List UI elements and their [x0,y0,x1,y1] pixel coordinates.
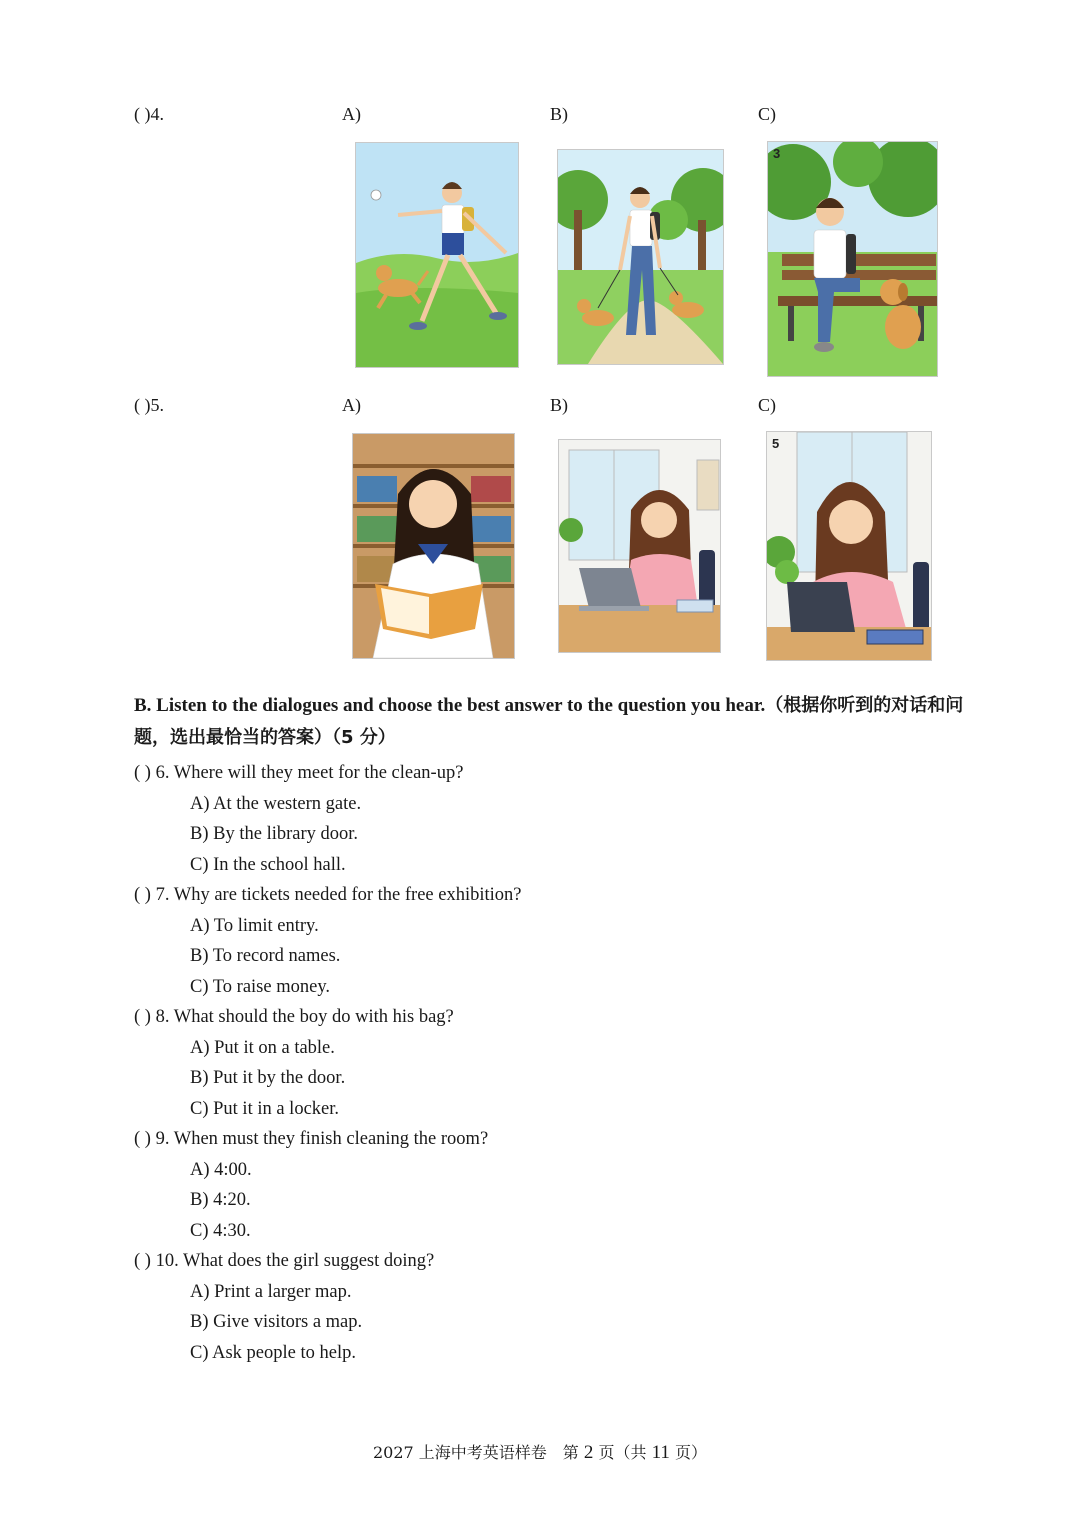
q5-image-c-badge: 5 [772,436,780,451]
q4-option-a-label[interactable]: A) [342,104,361,124]
q4-option-c-label[interactable]: C) [758,104,776,124]
question-8-option-b[interactable]: B) Put it by the door. [190,1068,346,1088]
question-6-stem: ( ) 6. Where will they meet for the clean-up? [134,763,464,783]
q5-image-a-girl-reading[interactable] [352,433,515,659]
question-7-option-c[interactable]: C) To raise money. [190,977,330,997]
question-6-option-b[interactable]: B) By the library door. [190,824,359,844]
footer-suffix: 页） [669,1443,707,1462]
q5-option-a-label[interactable]: A) [342,395,361,415]
q5-image-b-girl-laptop[interactable] [558,439,721,653]
q4-image-b-boy-walking-dogs[interactable] [557,149,724,365]
footer-total-pages: 11 [651,1442,670,1463]
q4-image-c-boy-on-bench[interactable] [767,141,938,377]
question-7-stem: ( ) 7. Why are tickets needed for the free exhibition? [134,885,522,905]
question-9-option-a[interactable]: A) 4:00. [190,1160,252,1180]
q5-option-c-label[interactable]: C) [758,395,776,415]
question-9-option-c[interactable]: C) 4:30. [190,1221,251,1241]
section-b-title-cn: （根据你听到的对话和问题，选出最恰当的答案）（5 分） [134,695,964,748]
question-10-option-a[interactable]: A) Print a larger map. [190,1282,352,1302]
question-6-option-a[interactable]: A) At the western gate. [190,794,362,814]
question-7-option-a[interactable]: A) To limit entry. [190,916,319,936]
q5-option-b-label[interactable]: B) [550,395,568,415]
question-8-option-a[interactable]: A) Put it on a table. [190,1038,335,1058]
footer-page-number: 2 [583,1442,594,1463]
question-9-option-b[interactable]: B) 4:20. [190,1190,251,1210]
question-9-stem: ( ) 9. When must they finish cleaning the room? [134,1129,489,1149]
question-4-number: ( )4. [134,104,164,124]
footer-middle: 页（共 [593,1443,652,1462]
q4-image-c-badge: 3 [773,146,781,161]
page-footer [0,1440,1080,1464]
question-6-option-c[interactable]: C) In the school hall. [190,855,346,875]
question-5-number: ( )5. [134,395,164,415]
question-7-option-b[interactable]: B) To record names. [190,946,341,966]
question-10-option-c[interactable]: C) Ask people to help. [190,1343,356,1363]
question-10-stem: ( ) 10. What does the girl suggest doing? [134,1251,435,1271]
question-10-option-b[interactable]: B) Give visitors a map. [190,1312,363,1332]
question-8-stem: ( ) 8. What should the boy do with his bag? [134,1007,454,1027]
section-b-title-en: B. Listen to the dialogues and choose the best answer to the question you hear. [134,695,766,716]
section-b-title [134,690,974,754]
footer-prefix: 2027 上海中考英语样卷 第 [373,1443,584,1462]
q4-image-a-boy-throwing-ball[interactable] [355,142,519,368]
question-8-option-c[interactable]: C) Put it in a locker. [190,1099,340,1119]
q5-image-c-girl-tablet[interactable] [766,431,932,661]
q4-option-b-label[interactable]: B) [550,104,568,124]
